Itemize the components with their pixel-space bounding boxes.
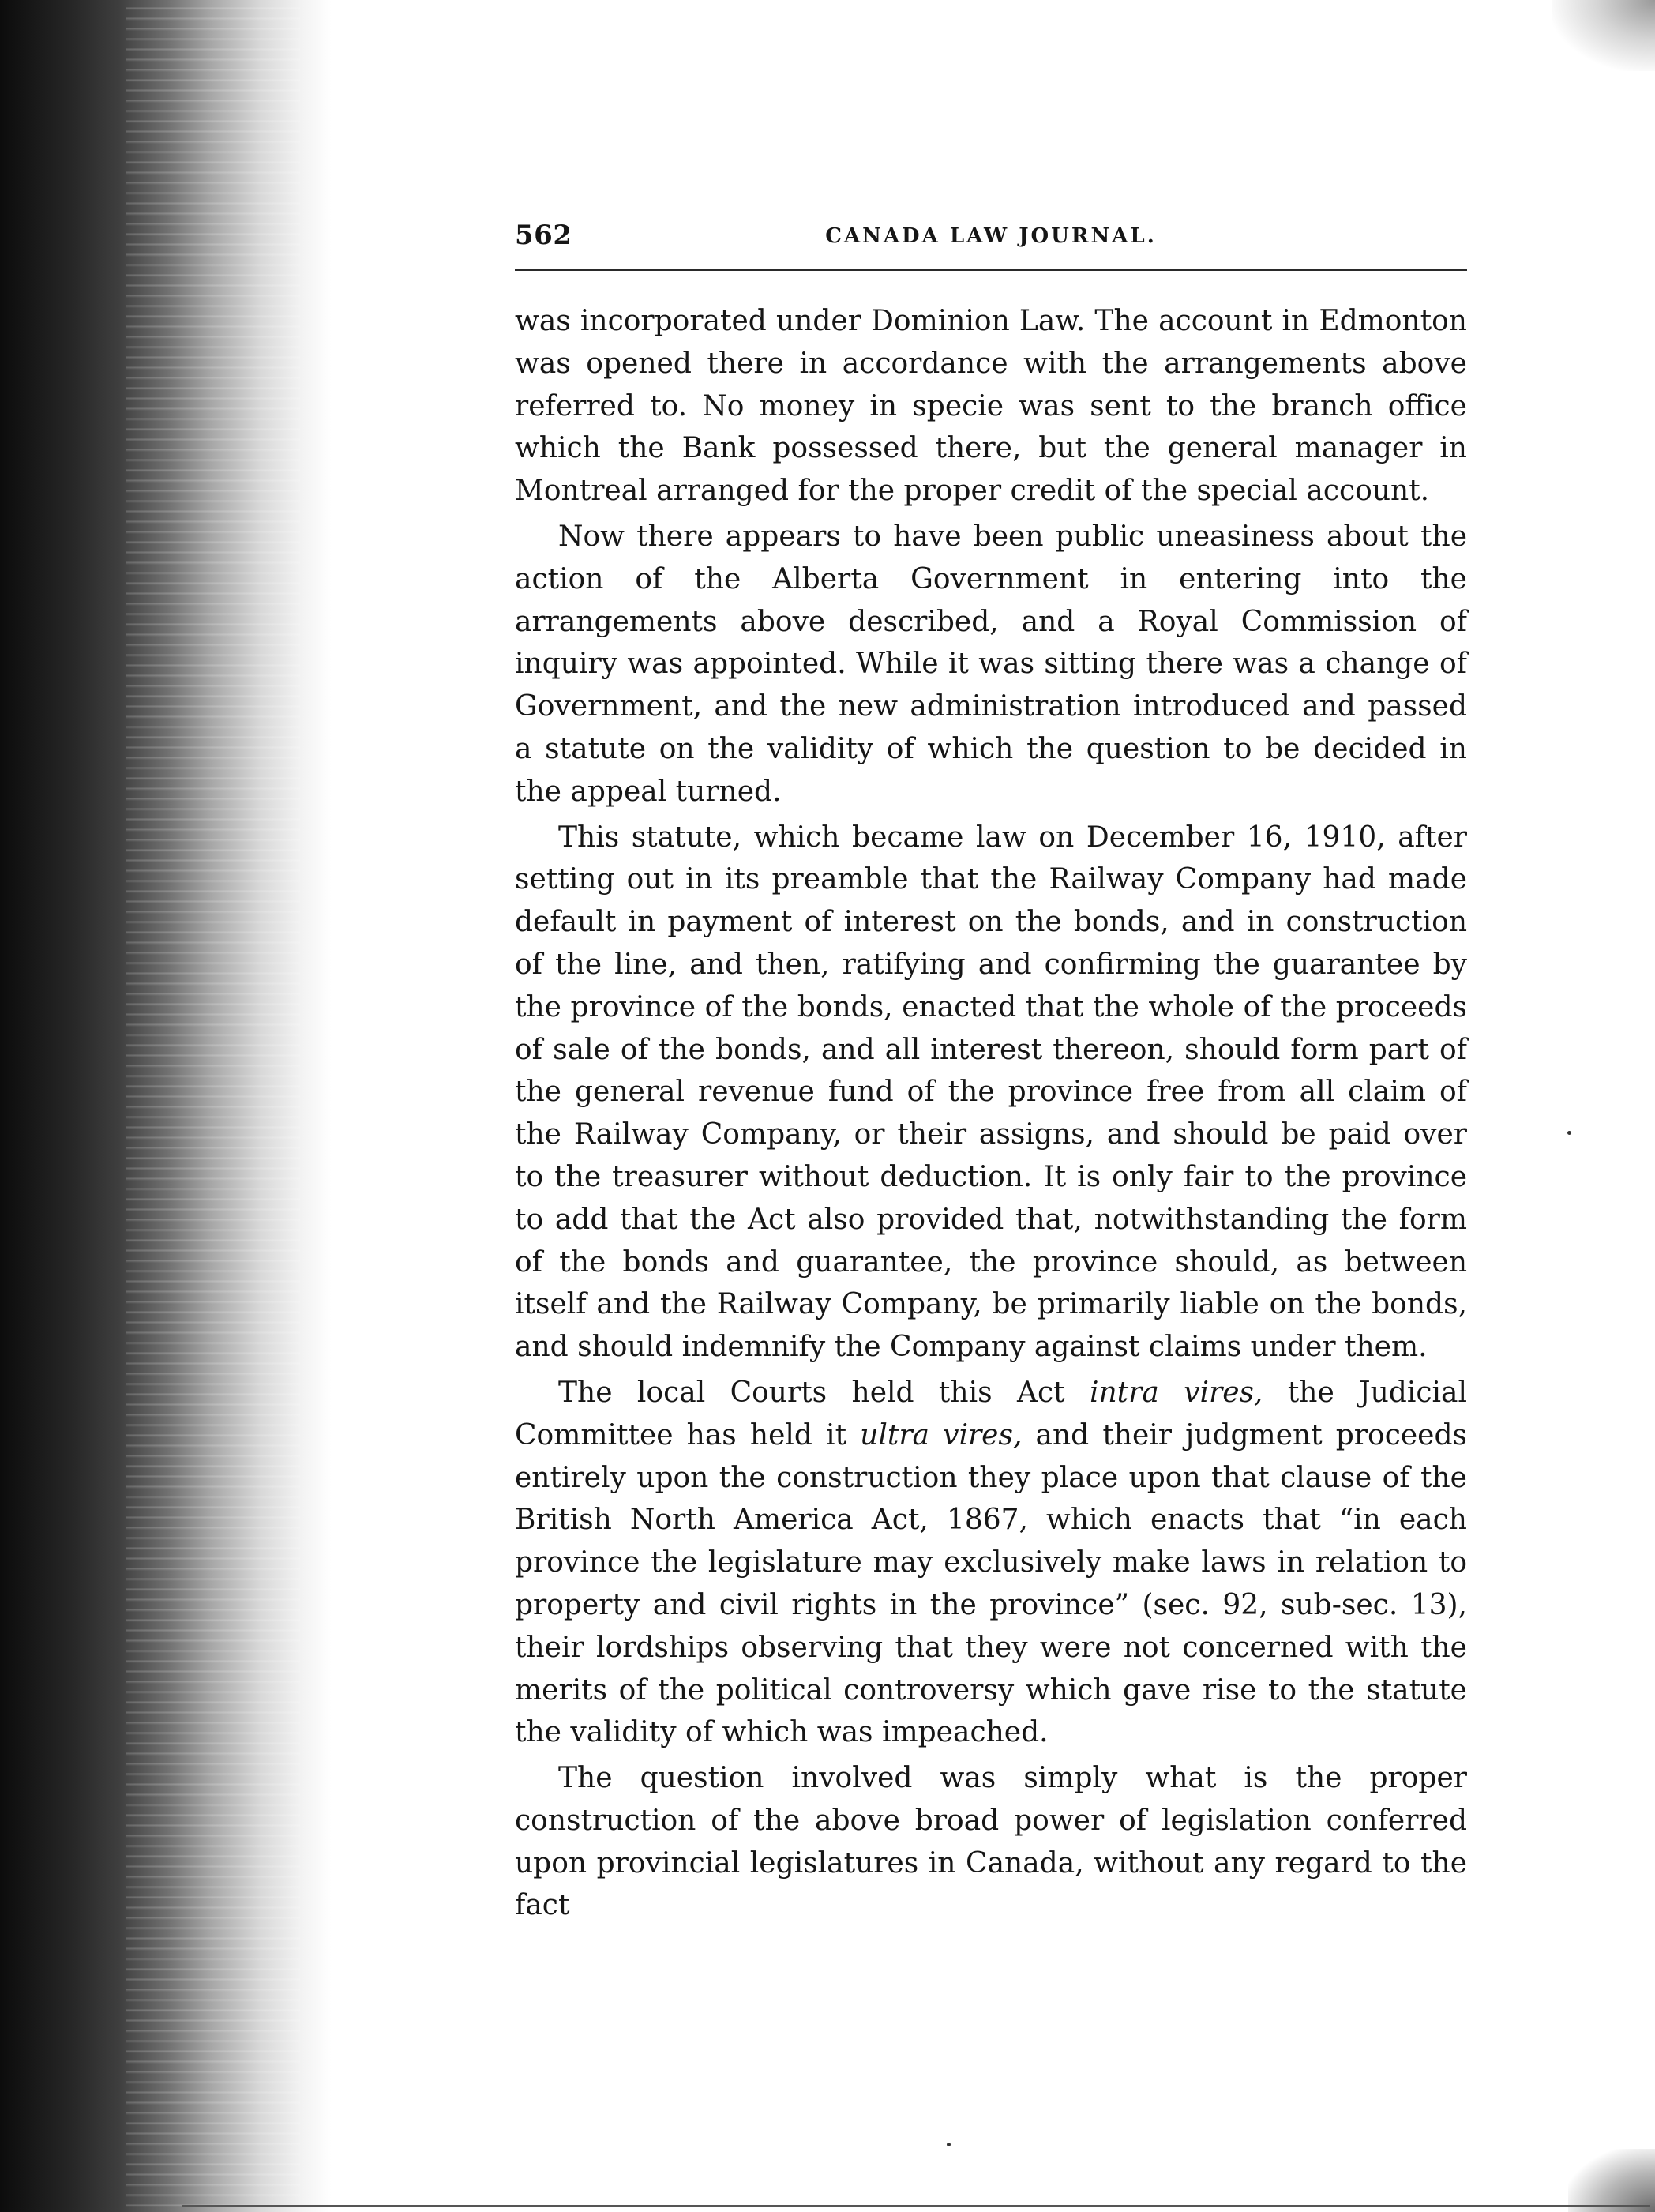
journal-page [515,220,1467,1927]
paragraph-judicial-committee [515,1372,1467,1754]
journal-title: CANADA LAW JOURNAL. [825,224,1157,248]
scan-corner-smudge-top [1552,0,1655,71]
scan-corner-smudge-bottom [1568,2149,1655,2212]
text-run: the Judicial Committee has held it [515,1376,1467,1452]
page-number: 562 [515,220,572,251]
header-rule [515,269,1467,271]
paragraph-statute: This statute, which became law on December 16, 1910, after setting out in its preamble that the Railway Company had made default in payment of interest on the bonds, and in construction of the line, and then, ratifying and confirming the guarantee by the province of the bonds, enacted that the whole of the proceeds of sale of the bonds, and all interest thereon, should form part of the general revenue fund of the province free from all claim of the Railway Company, or their assigns, and should be paid over to the treasurer without deduction. It is only fair to the province to add that the Act also provided that, notwithstanding the form of the bonds and guarantee, the province should, as between itself and the Railway Company, be primarily liable on the bonds, and should indemnify the Company against claims under them. [515,821,1467,1364]
scan-speck [1567,1131,1571,1135]
italic-latin-term: ultra vires, [860,1418,1023,1452]
text-run: The local Courts held this Act [558,1376,1090,1409]
paragraph-question-involved: The question involved was simply what is the proper construction of the above broad power of legislation conferred upon provincial legislatures in Canada, without any regard to the fact [515,1762,1467,1922]
body-text [515,300,1467,1927]
scan-speck [947,2143,951,2146]
scan-binding-streaks [126,0,300,2212]
scan-bottom-edge [182,2205,1650,2207]
paragraph-royal-commission: Now there appears to have been public uneasiness about the action of the Alberta Government in entering into the arrangements above described, and a Royal Commission of inquiry was appointed. While it was sitting there was a change of Government, and the new administration introduced and passed a statute on the validity of which the question to be decided in the appeal turned. [515,520,1467,808]
paragraph-continued: was incorporated under Dominion Law. The account in Edmonton was opened there in accordance with the arrangements above referred to. No money in specie was sent to the branch office which the Bank possessed there, but the general manager in Montreal arranged for the proper credit of the special account. [515,305,1467,508]
text-run: and their judgment proceeds entirely upon the construction they place upon that clause of the British North America Act, 1867, which enacts that “in each province the legislature may exclusively make laws in relation to property and civil rights in the province” (sec. 92, sub-sec. 13), their lordships observing that they were not concerned with the merits of the political controversy which gave rise to the statute the validity of which was impeached. [515,1418,1467,1749]
italic-latin-term: intra vires, [1089,1376,1263,1409]
running-head [515,220,1467,265]
